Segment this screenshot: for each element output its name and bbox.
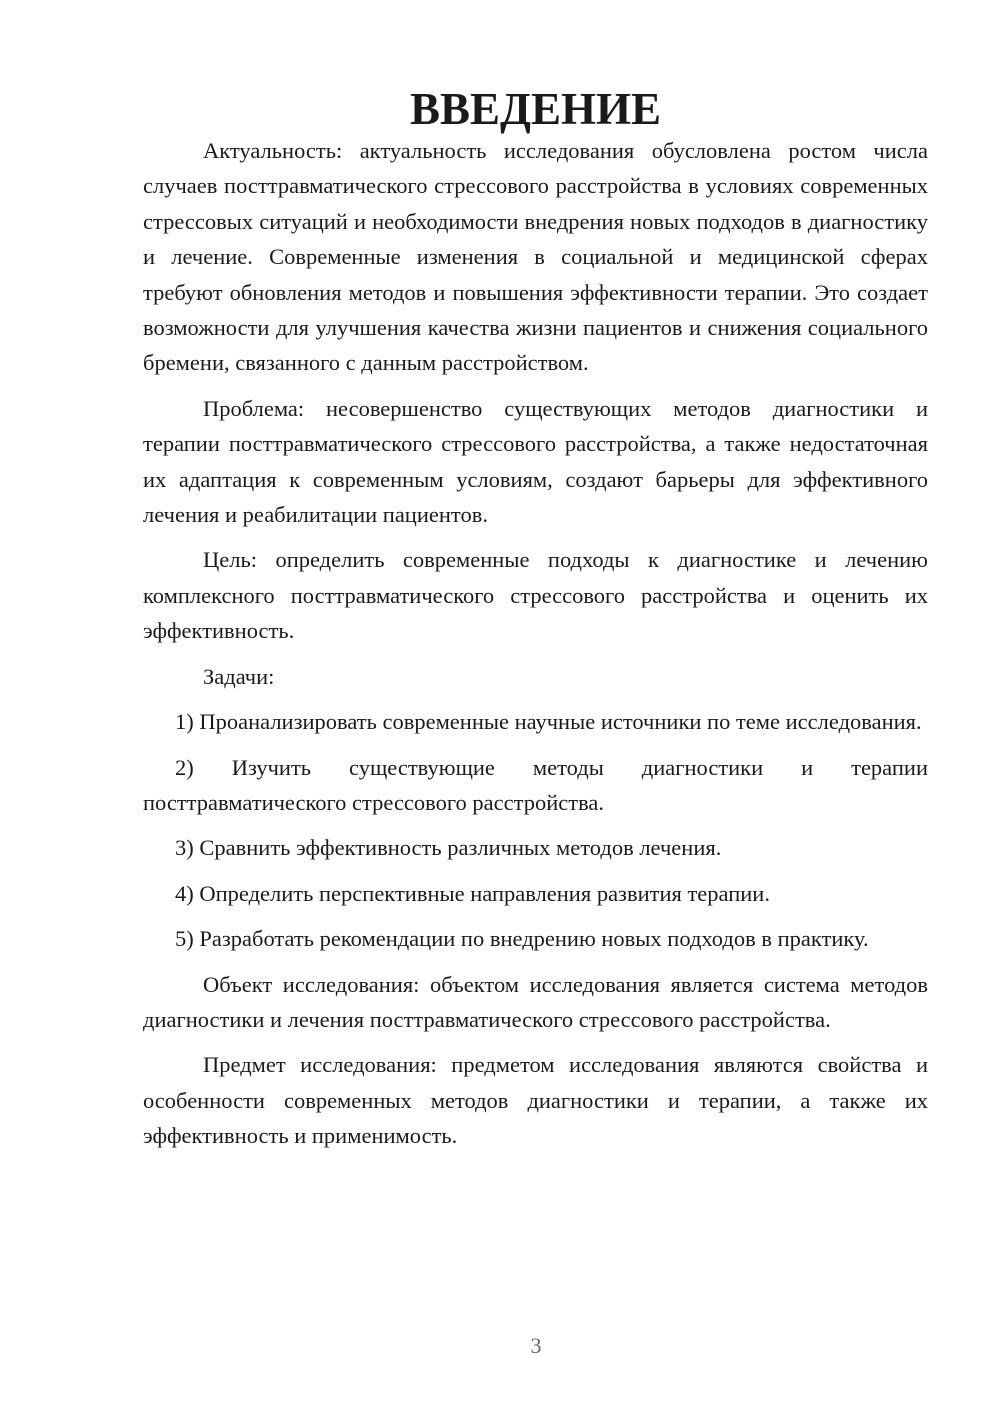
task-item-4: 4) Определить перспективные направления развития терапии.	[175, 880, 770, 906]
task-item-3: 3) Сравнить эффективность различных методов лечения.	[175, 835, 722, 861]
tasks-label: Задачи:	[203, 663, 275, 689]
task-item-5: 5) Разработать рекомендации по внедрению новых подходов в практику.	[175, 926, 869, 952]
paragraph-problem: Проблема: несовершенство существующих методов диагностики и терапии посттравматического стрессового расстройства, а также недостаточная их адаптация к современным условиям, создают барьеры для эффективного лечения и реабилитации пациентов.	[143, 395, 928, 528]
section-heading: ВВЕДЕНИЕ	[409, 84, 662, 134]
paragraph-relevance: Актуальность: актуальность исследования обусловлена ростом числа случаев посттравматического стрессового расстройства в условиях современных стрессовых ситуаций и необходимости внедрения новых подходов в диагностику и лечение. Современные изменения в социальной и медицинской сферах требуют обновления методов и повышения эффективности терапии. Это создает возможности для улучшения качества жизни пациентов и снижения социального бремени, связанного с данным расстройством.	[143, 138, 928, 376]
paragraph-object: Объект исследования: объектом исследования является система методов диагностики и лечения посттравматического стрессового расстройства.	[143, 971, 928, 1032]
task-item-2: 2) Изучить существующие методы диагностики и терапии посттравматического стрессового расстройства.	[143, 754, 928, 815]
paragraph-goal: Цель: определить современные подходы к диагностике и лечению комплексного посттравматического стрессового расстройства и оценить их эффективность.	[143, 547, 928, 644]
task-item-1: 1) Проанализировать современные научные источники по теме исследования.	[175, 709, 922, 735]
page-content	[143, 84, 928, 1164]
page-number: 3	[530, 1333, 542, 1358]
paragraph-subject: Предмет исследования: предметом исследования являются свойства и особенности современных методов диагностики и терапии, а также их эффективность и применимость.	[143, 1052, 928, 1149]
